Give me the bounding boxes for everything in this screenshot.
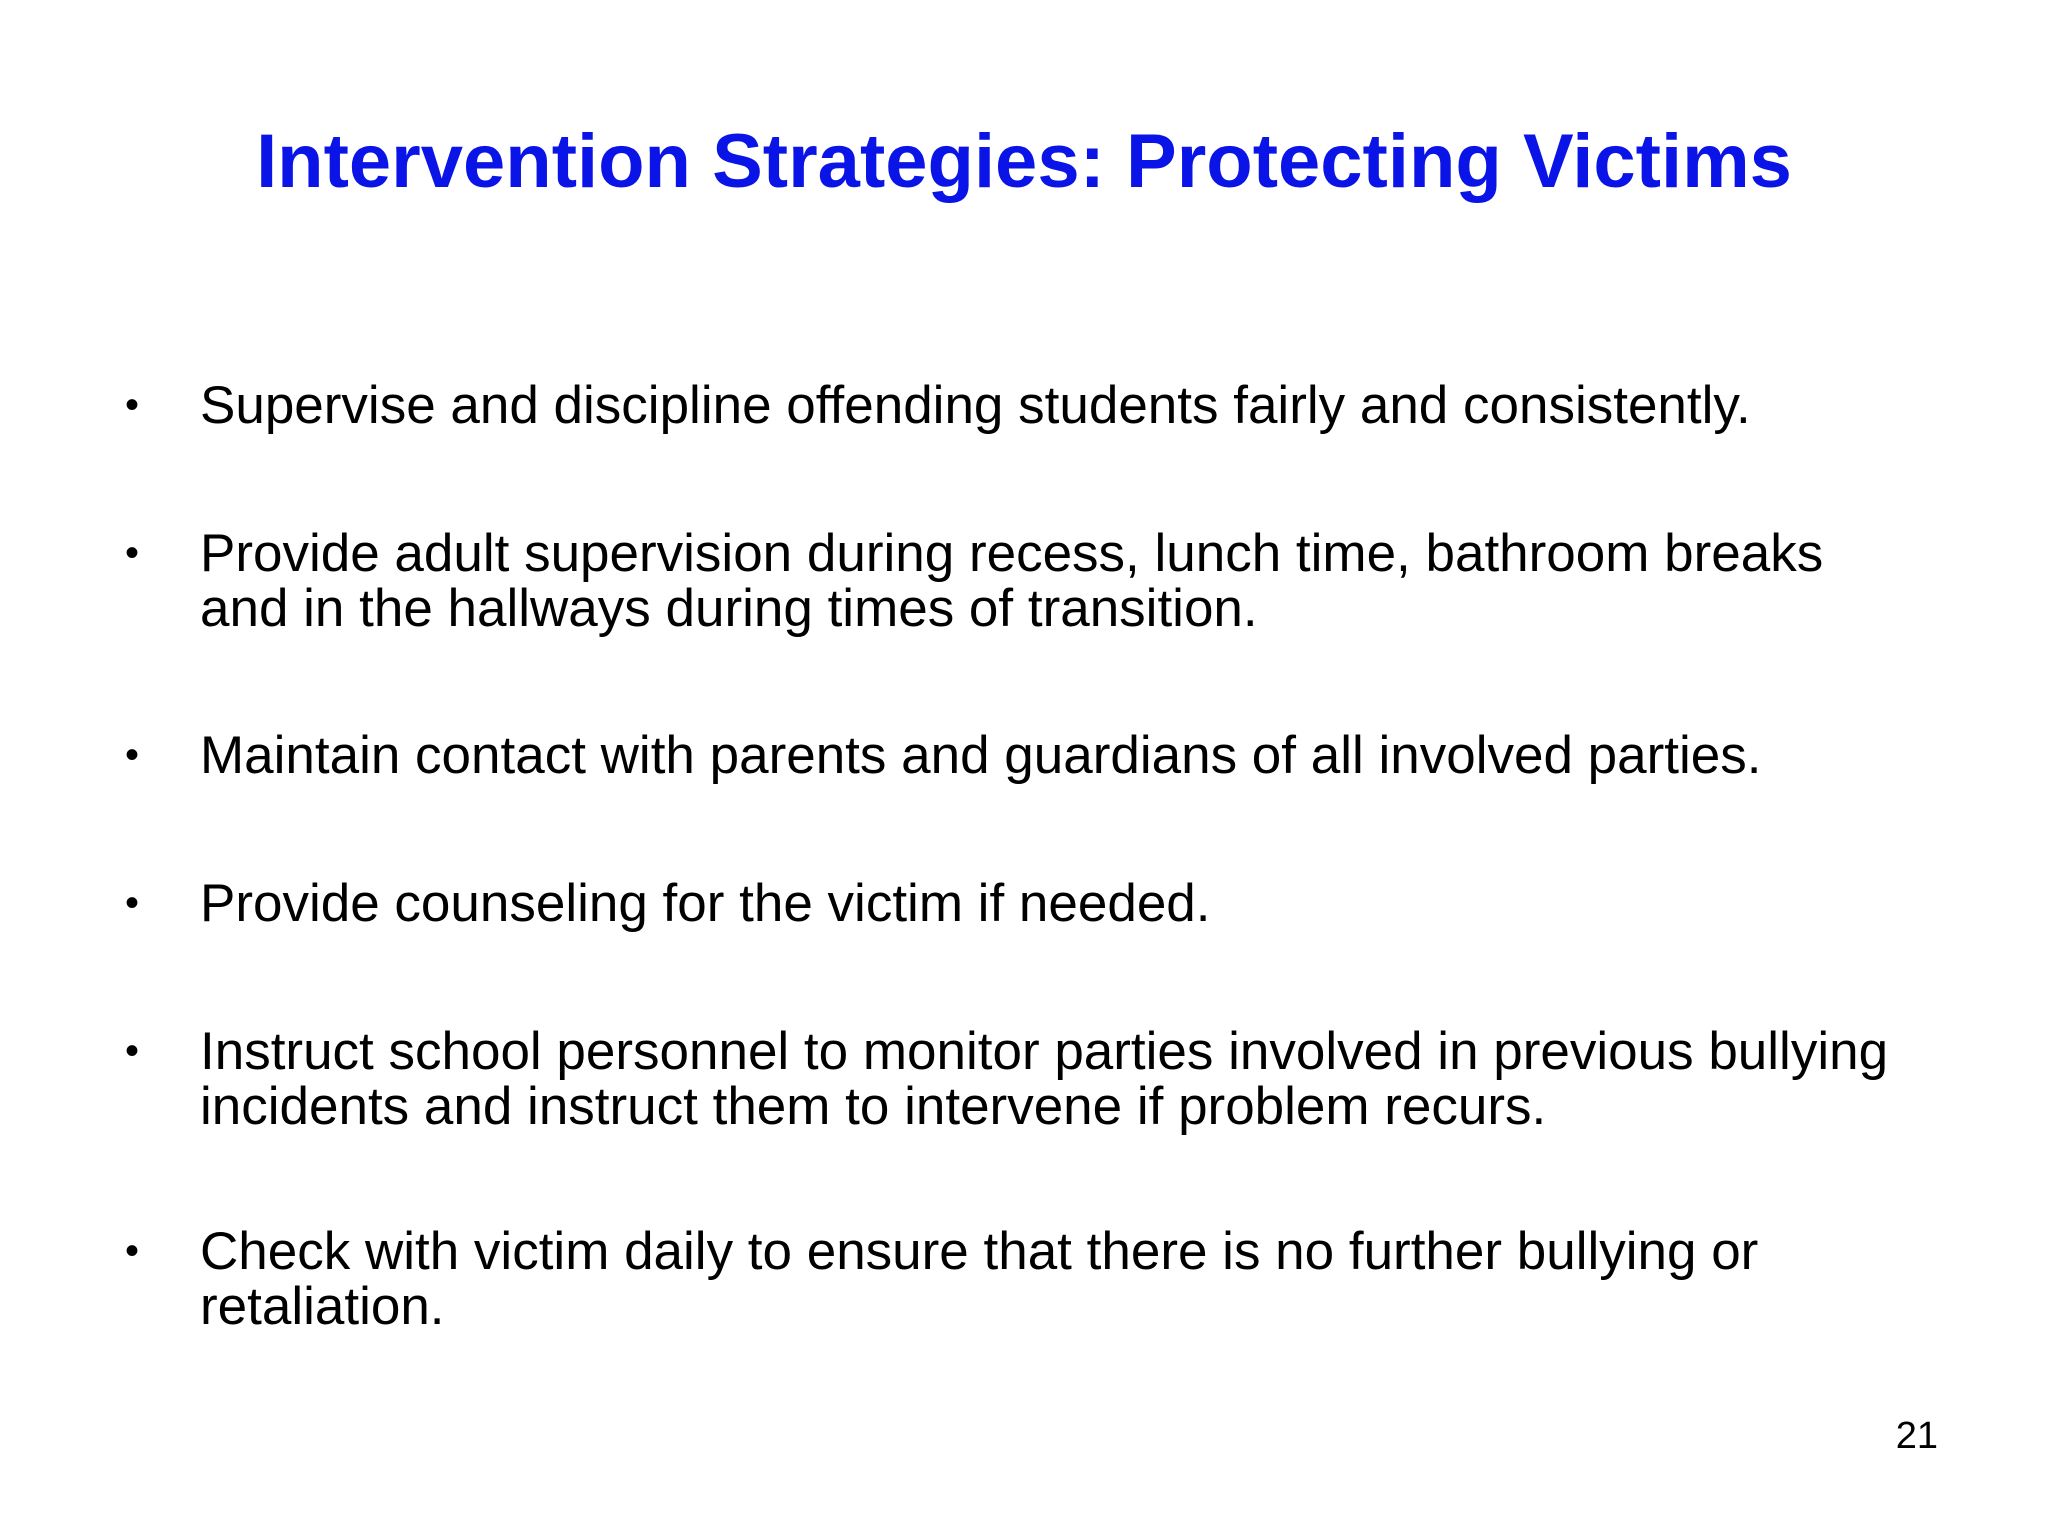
bullet-item bbox=[125, 726, 1920, 785]
bullet-icon: • bbox=[125, 1229, 140, 1273]
bullet-text: Instruct school personnel to monitor parties involved in previous bullying incidents and instruct them to intervene if problem recurs. bbox=[200, 1022, 1889, 1136]
bullet-icon: • bbox=[125, 881, 140, 925]
bullet-item bbox=[125, 376, 1920, 435]
bullet-icon: • bbox=[125, 1029, 140, 1073]
bullet-text: Check with victim daily to ensure that there is no further bullying or retaliation. bbox=[200, 1222, 1759, 1336]
bullet-icon: • bbox=[125, 531, 140, 575]
bullet-icon: • bbox=[125, 733, 140, 777]
bullet-item bbox=[125, 1022, 1920, 1136]
bullet-item bbox=[125, 524, 1920, 638]
bullet-text: Provide adult supervision during recess, lunch time, bathroom breaks and in the hallways during times of transition. bbox=[200, 524, 1824, 638]
bullet-text: Maintain contact with parents and guardians of all involved parties. bbox=[200, 726, 1762, 785]
page-number: 21 bbox=[1895, 1415, 1938, 1457]
bullet-item bbox=[125, 1222, 1920, 1336]
bullet-text: Supervise and discipline offending students fairly and consistently. bbox=[200, 376, 1751, 435]
bullet-item bbox=[125, 874, 1920, 933]
slide-title: Intervention Strategies: Protecting Victims bbox=[256, 119, 1792, 204]
bullet-text: Provide counseling for the victim if needed. bbox=[200, 874, 1211, 933]
bullet-icon: • bbox=[125, 383, 140, 427]
